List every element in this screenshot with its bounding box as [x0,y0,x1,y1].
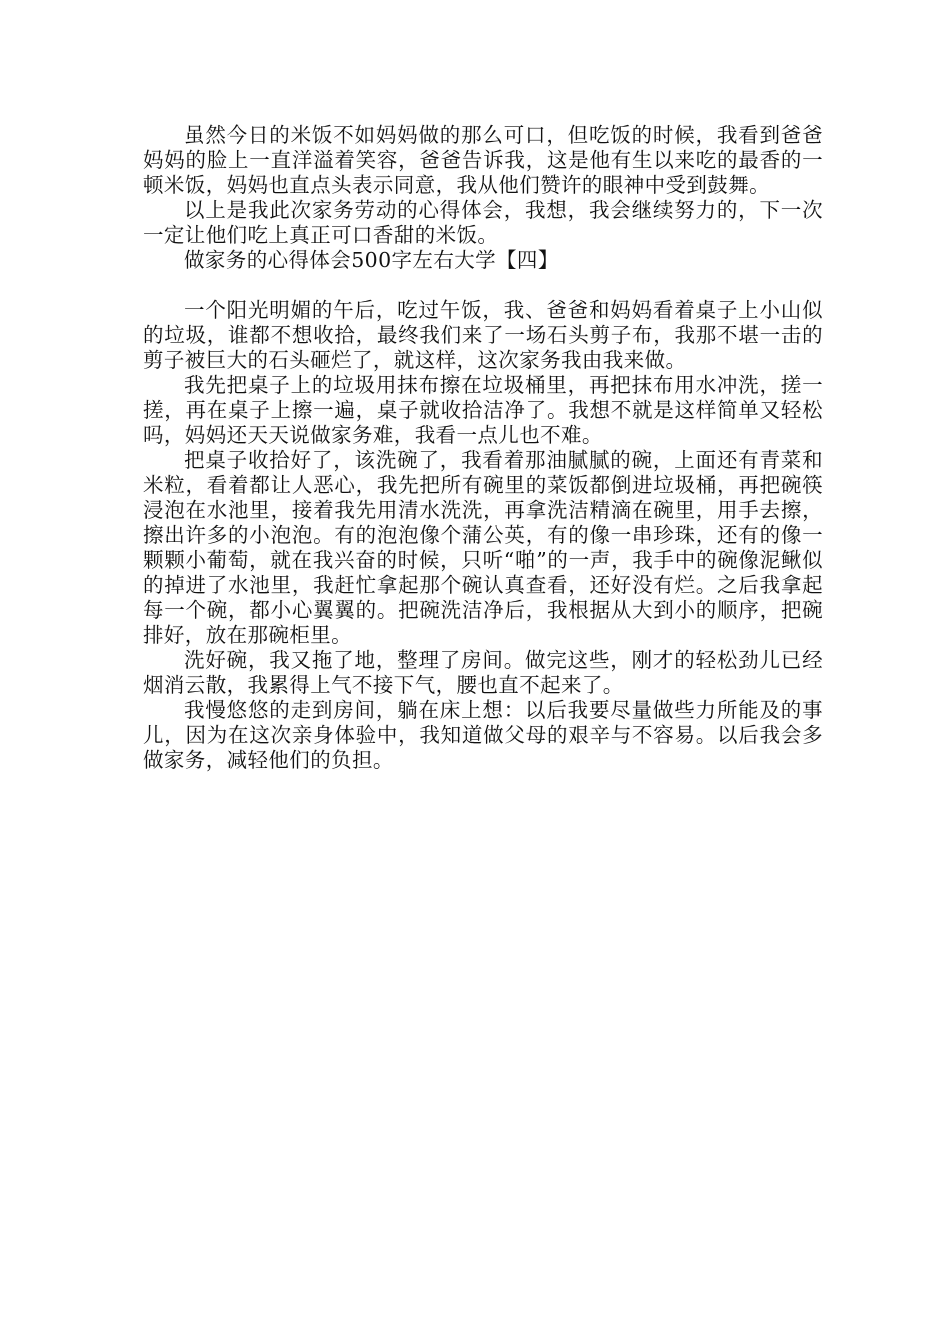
blank-line [143,273,823,298]
paragraph: 我慢悠悠的走到房间，躺在床上想：以后我要尽量做些力所能及的事儿，因为在这次亲身体验中，我知道做父母的艰辛与不容易。以后我会多做家务，减轻他们的负担。 [143,698,823,772]
paragraph: 洗好碗，我又拖了地，整理了房间。做完这些，刚才的轻松劲儿已经烟消云散，我累得上气不接下气，腰也直不起来了。 [143,648,823,697]
paragraph: 虽然今日的米饭不如妈妈做的那么可口，但吃饭的时候，我看到爸爸妈妈的脸上一直洋溢着笑容，爸爸告诉我，这是他有生以来吃的最香的一顿米饭，妈妈也直点头表示同意，我从他们赞许的眼神中受到鼓舞。 [143,123,823,197]
paragraph: 我先把桌子上的垃圾用抹布擦在垃圾桶里，再把抹布用水冲洗，搓一搓，再在桌子上擦一遍，桌子就收拾洁净了。我想不就是这样简单又轻松吗，妈妈还天天说做家务难，我看一点儿也不难。 [143,373,823,447]
paragraph: 把桌子收拾好了，该洗碗了，我看着那油腻腻的碗，上面还有青菜和米粒，看着都让人恶心，我先把所有碗里的菜饭都倒进垃圾桶，再把碗筷浸泡在水池里，接着我先用清水洗洗，再拿洗洁精滴在碗里，用手去擦，擦出许多的小泡泡。有的泡泡像个蒲公英，有的像一串珍珠，还有的像一颗颗小葡萄，就在我兴奋的时候，只听“啪”的一声，我手中的碗像泥鳅似的掉进了水池里，我赶忙拿起那个碗认真查看，还好没有烂。之后我拿起每一个碗，都小心翼翼的。把碗洗洁净后，我根据从大到小的顺序，把碗排好，放在那碗柜里。 [143,448,823,647]
paragraph: 一个阳光明媚的午后，吃过午饭，我、爸爸和妈妈看着桌子上小山似的垃圾，谁都不想收拾，最终我们来了一场石头剪子布，我那不堪一击的剪子被巨大的石头砸烂了，就这样，这次家务我由我来做。 [143,298,823,372]
paragraph: 以上是我此次家务劳动的心得体会，我想，我会继续努力的，下一次一定让他们吃上真正可口香甜的米饭。 [143,198,823,247]
document-body [143,123,823,773]
section-heading: 做家务的心得体会500字左右大学【四】 [184,248,559,272]
